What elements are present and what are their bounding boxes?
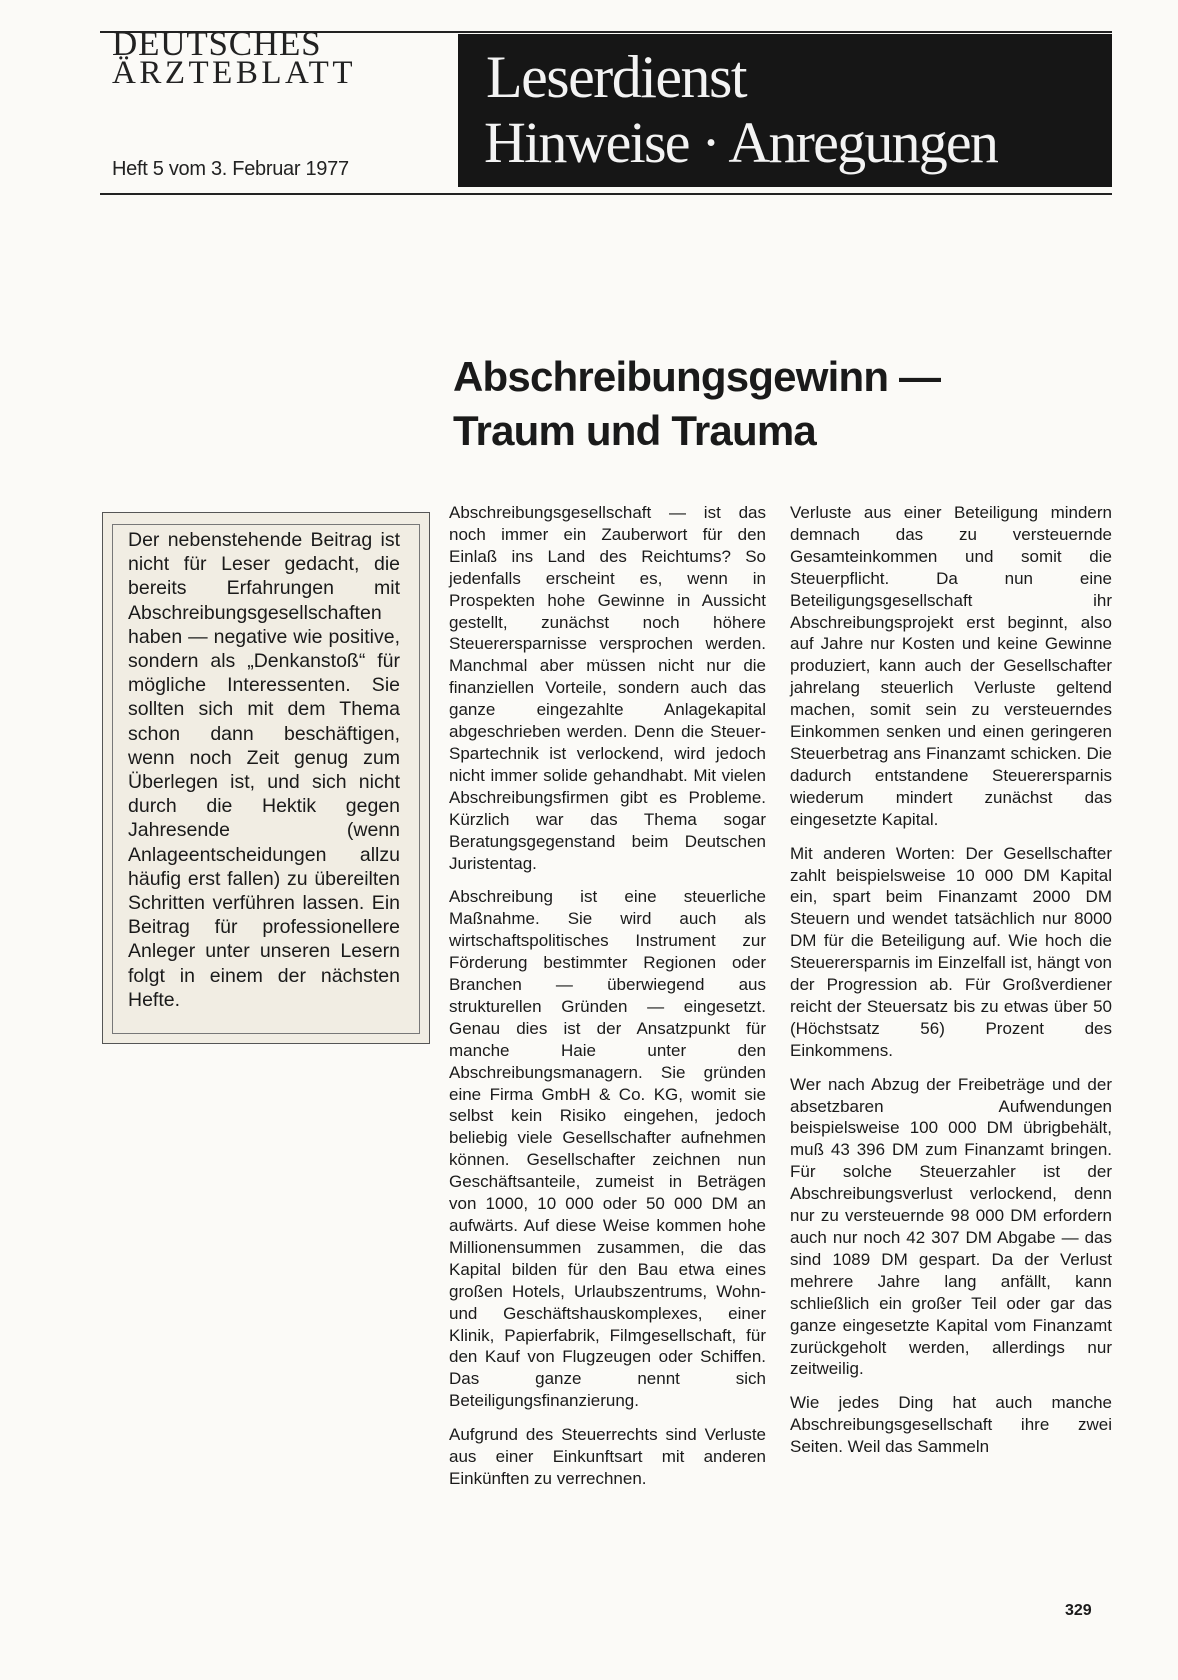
logo-line-2: ÄRZTEBLATT: [112, 55, 356, 91]
page-number: 329: [1065, 1602, 1092, 1619]
publication-logo: [112, 24, 457, 91]
article-column-1: [449, 502, 766, 1502]
paragraph: Abschreibungsgesellschaft — ist das noch immer ein Zauberwort für den Einlaß ins Land des Reichtums? So jedenfalls erscheint es, wenn in Prospekten hohe Gewinne in Aussicht gestellt, zunächst noch höhere Steuerersparnisse versprochen werden. Manchmal aber müssen nicht nur die finanziellen Vorteile, sondern auch das ganze eingezahlte Anlagekapital abgeschrieben werden. Denn die Steuer-Spartechnik ist verlockend, wird jedoch nicht immer solide gehandhabt. Mit vielen Abschreibungsfirmen gibt es Probleme. Kürzlich war das Thema sogar Beratungsgegenstand beim Deutschen Juristentag.: [449, 503, 766, 873]
headline-line-1: Abschreibungsgewinn —: [453, 353, 941, 400]
section-banner: [458, 34, 1112, 187]
paragraph: Aufgrund des Steuerrechts sind Verluste aus einer Einkunftsart mit anderen Einkünften zu verrechnen.: [449, 1425, 766, 1488]
logo-line-1: DEUTSCHES: [112, 24, 322, 63]
masthead-rule-bottom: [100, 193, 1112, 195]
paragraph: Mit anderen Worten: Der Gesellschafter zahlt beispielsweise 10 000 DM Kapital ein, spart beim Finanzamt 2000 DM Steuern und wendet tatsächlich nur 8000 DM für die Beteiligung auf. Wie hoch die Steuerersparnis im Einzelfall ist, hängt von der Progression ab. Für Großverdiener reicht der Steuersatz bis zu etwas über 50 (Höchstsatz 56) Prozent des Einkommens.: [790, 843, 1112, 1060]
article-headline: [453, 350, 1113, 458]
paragraph: Abschreibung ist eine steuerliche Maßnahme. Sie wird auch als wirtschaftspolitisches Instrument zur Förderung bestimmter Regionen oder Branchen — überwiegend aus strukturellen Gründen — eingesetzt. Genau dies ist der Ansatzpunkt für manche Haie unter den Abschreibungsmanagern. Sie gründen eine Firma GmbH & Co. KG, womit sie selbst kein Risiko eingehen, jedoch beliebig viele Gesellschafter aufnehmen können. Gesellschafter zeichnen nun Geschäftsanteile, zumeist in Beträgen von 1000, 10 000 oder 50 000 DM an aufwärts. Auf diese Weise kommen hohe Millionensummen zusammen, die das Kapital bilden für den Bau etwa eines großen Hotels, Urlaubszentrums, Wohn- und Geschäftshauskomplexes, einer Klinik, Papierfabrik, Filmgesellschaft, für den Kauf von Flugzeugen oder Schiffen. Das ganze nennt sich Beteiligungsfinanzierung.: [449, 887, 766, 1411]
sidebar-note: Der nebenstehende Beitrag ist nicht für Leser gedacht, die bereits Erfahrungen mit Abschreibungsgesellschaften haben — negative wie positive, sondern als „Denkanstoß“ für mögliche Interessenten. Sie sollten sich mit dem Thema schon dann beschäftigen, wenn noch Zeit genug zum Überlegen ist, und sich nicht durch die Hektik gegen Jahresende (wenn Anlageentscheidungen allzu häufig erst fallen) zu übereilten Schritten verführen lassen. Ein Beitrag für professionellere Anleger unter unseren Lesern folgt in einem der nächsten Hefte.: [128, 529, 400, 1011]
headline-line-2: Traum und Trauma: [453, 407, 816, 454]
paragraph: Verluste aus einer Beteiligung mindern demnach das zu versteuernde Gesamteinkommen und somit die Steuerpflicht. Da nun eine Beteiligungsgesellschaft ihr Abschreibungsprojekt erst beginnt, also auf Jahre nur Kosten und keine Gewinne produziert, kann auch der Gesellschafter jahrelang steuerlich Verluste geltend machen, somit sein zu versteuerndes Einkommen senken und einen geringeren Steuerbetrag ans Finanzamt schicken. Die dadurch entstandene Steuerersparnis wiederum mindert zunächst das eingesetzte Kapital.: [790, 503, 1112, 829]
article-column-2: [790, 502, 1112, 1470]
issue-date: Heft 5 vom 3. Februar 1977: [112, 158, 349, 180]
paragraph: Wie jedes Ding hat auch manche Abschreibungsgesellschaft ihre zwei Seiten. Weil das Sammeln: [790, 1393, 1112, 1457]
banner-subtitle: Hinweise · Anregungen: [484, 110, 998, 175]
paragraph: Wer nach Abzug der Freibeträge und der absetzbaren Aufwendungen beispielsweise 100 000 DM übrigbehält, muß 43 396 DM zum Finanzamt bringen. Für solche Steuerzahler ist der Abschreibungsverlust verlockend, denn nur zu versteuernde 98 000 DM erfordern auch nur noch 42 307 DM Abgabe — das sind 1089 DM gespart. Da der Verlust mehrere Jahre lang anfällt, kann schließlich ein großer Teil oder gar das ganze eingesetzte Kapital vom Finanzamt zurückgeholt werden, allerdings nur zeitweilig.: [790, 1074, 1112, 1379]
banner-title: Leserdienst: [486, 44, 747, 110]
